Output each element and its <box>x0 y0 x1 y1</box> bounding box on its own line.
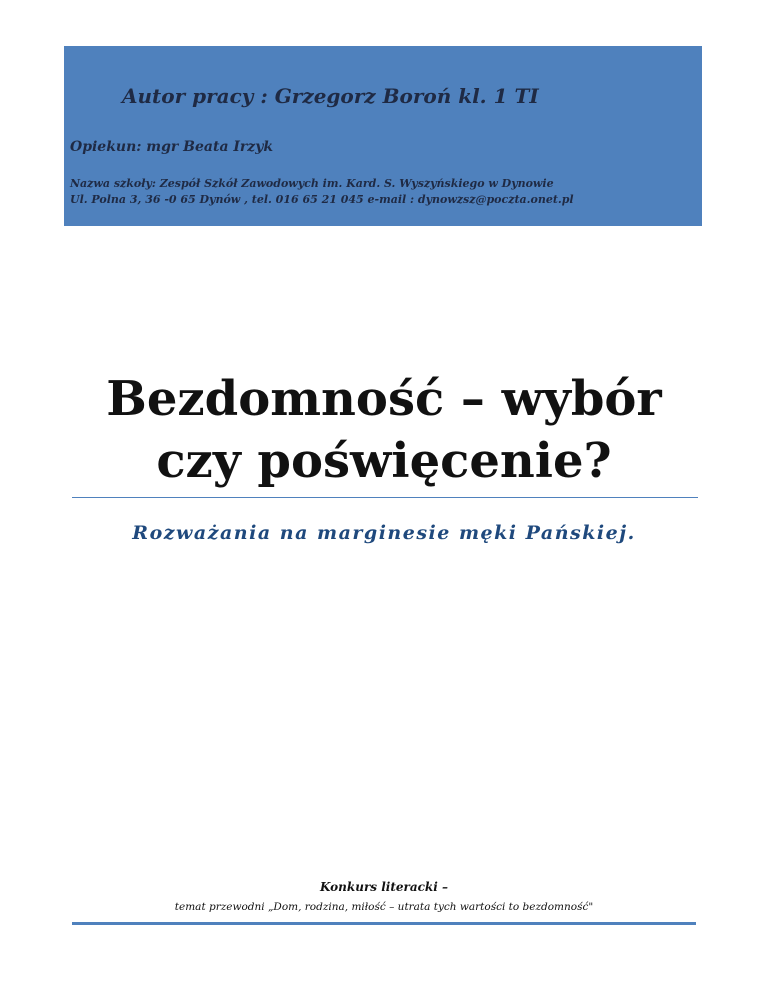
bottom-divider <box>72 922 696 925</box>
school-address-line: Ul. Polna 3, 36 -0 65 Dynów , tel. 016 65 21 045 e-mail : dynowzsz@poczta.onet.pl <box>70 193 574 206</box>
author-line: Autor pracy : Grzegorz Boroń kl. 1 TI <box>122 84 539 108</box>
title-line-1: Bezdomność – wybór <box>106 371 662 427</box>
school-name-line: Nazwa szkoły: Zespół Szkół Zawodowych im. Kard. S. Wyszyńskiego w Dynowie <box>70 177 554 190</box>
contest-theme: temat przewodni „Dom, rodzina, miłość – utrata tych wartości to bezdomność" <box>174 901 594 913</box>
title-divider <box>72 497 698 498</box>
title-line-2: czy poświęcenie? <box>156 433 612 489</box>
header-box <box>64 46 702 226</box>
document-title <box>64 368 704 492</box>
school-info <box>70 176 574 208</box>
document-subtitle: Rozważania na marginesie męki Pańskiej. <box>132 522 636 544</box>
contest-label: Konkurs literacki – <box>320 880 448 894</box>
tutor-line: Opiekun: mgr Beata Irzyk <box>70 139 274 155</box>
